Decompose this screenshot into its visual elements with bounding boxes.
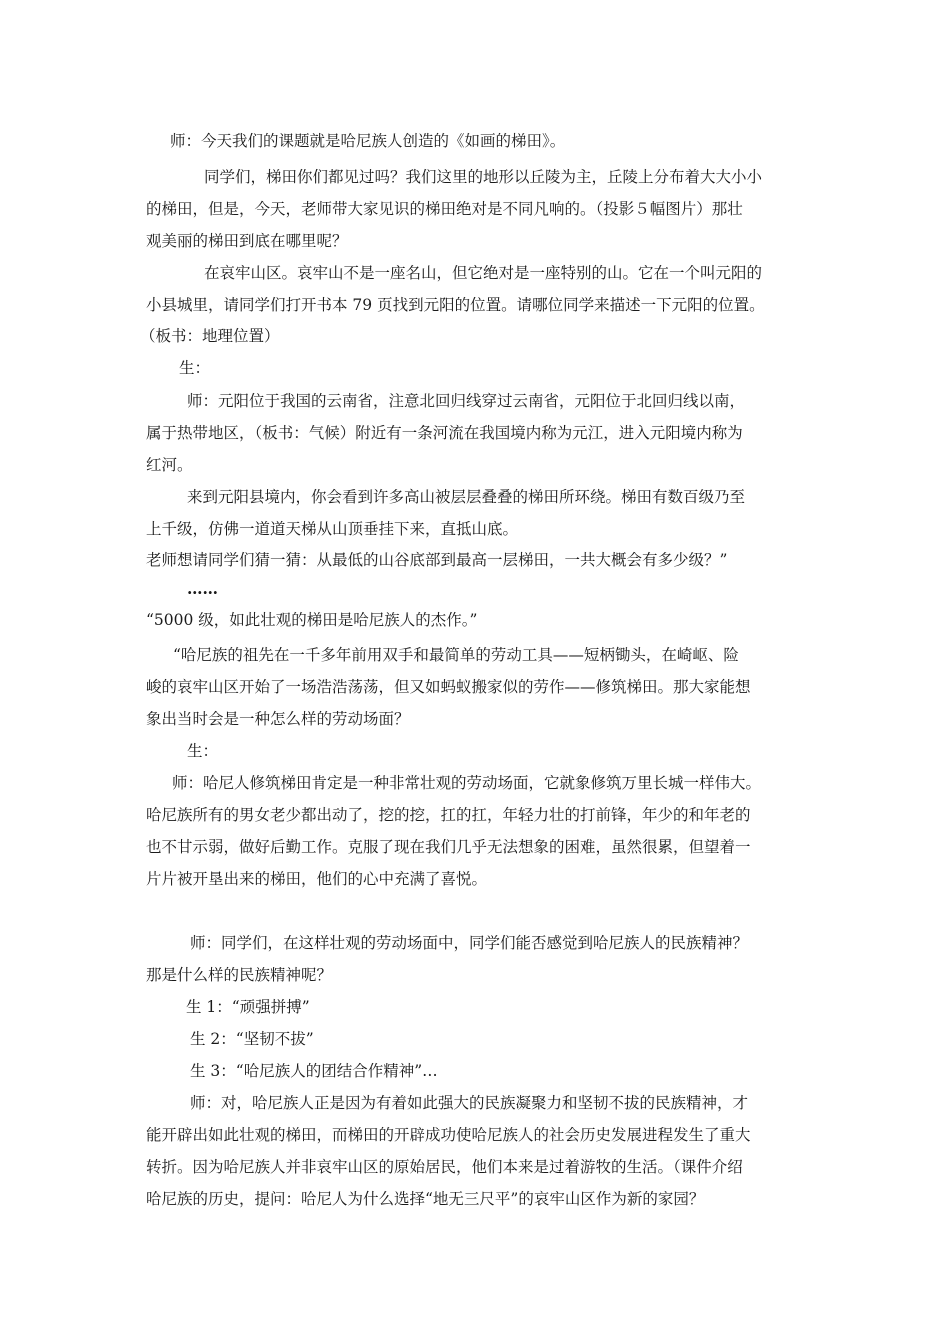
text-line: 哈尼族的历史，提问：哈尼人为什么选择“地无三尺平”的哀牢山区作为新的家园？: [146, 1190, 705, 1208]
text-line: 那是什么样的民族精神呢？: [146, 966, 333, 984]
text-line: 红河。: [146, 456, 193, 474]
text-line: 也不甘示弱，做好后勤工作。克服了现在我们几乎无法想象的困难，虽然很累，但望着一: [146, 838, 751, 856]
text-line: （板书：地理位置）: [140, 327, 280, 345]
text-line: “哈尼族的祖先在一千多年前用双手和最简单的劳动工具——短柄锄头，在崎岖、险: [173, 646, 739, 664]
ellipsis-line: ……: [187, 579, 218, 598]
text-line: 来到元阳县境内，你会看到许多高山被层层叠叠的梯田所环绕。梯田有数百级乃至: [187, 488, 746, 506]
text-line: 观美丽的梯田到底在哪里呢？: [146, 232, 348, 250]
text-line: “5000 级，如此壮观的梯田是哈尼族人的杰作。”: [146, 611, 478, 629]
text-line: 转折。因为哈尼族人并非哀牢山区的原始居民，他们本来是过着游牧的生活。（课件介绍: [146, 1158, 743, 1176]
text-line: 师：今天我们的课题就是哈尼族人创造的《如画的梯田》。: [170, 132, 566, 150]
text-line: 老师想请同学们猜一猜：从最低的山谷底部到最高一层梯田，一共大概会有多少级？”: [146, 551, 728, 569]
text-line: 师：元阳位于我国的云南省，注意北回归线穿过云南省，元阳位于北回归线以南，: [187, 392, 746, 410]
text-line: 师：同学们，在这样壮观的劳动场面中，同学们能否感觉到哈尼族人的民族精神？: [190, 934, 749, 952]
text-line: 属于热带地区，（板书：气候）附近有一条河流在我国境内称为元江，进入元阳境内称为: [146, 424, 743, 442]
text-line: 在哀牢山区。哀牢山不是一座名山，但它绝对是一座特别的山。它在一个叫元阳的: [204, 264, 763, 282]
text-line: 同学们，梯田你们都见过吗？我们这里的地形以丘陵为主，丘陵上分布着大大小小: [204, 168, 763, 186]
text-line: 象出当时会是一种怎么样的劳动场面？: [146, 710, 410, 728]
text-line: 生：: [179, 359, 211, 377]
text-line: 小县城里，请同学们打开书本 79 页找到元阳的位置。请哪位同学来描述一下元阳的位置。: [146, 296, 765, 314]
text-line: 生 3：“哈尼族人的团结合作精神”…: [190, 1062, 438, 1080]
text-line: 上千级，仿佛一道道天梯从山顶垂挂下来，直抵山底。: [146, 520, 519, 538]
text-line: 峻的哀牢山区开始了一场浩浩荡荡，但又如蚂蚁搬家似的劳作——修筑梯田。那大家能想: [146, 678, 751, 696]
text-line: 能开辟出如此壮观的梯田，而梯田的开辟成功使哈尼族人的社会历史发展进程发生了重大: [146, 1126, 751, 1144]
text-line: 生 2：“坚韧不拔”: [190, 1030, 314, 1048]
text-line: 生 1：“顽强拼搏”: [186, 998, 310, 1016]
text-line: 生：: [187, 742, 219, 760]
text-line: 的梯田，但是，今天，老师带大家见识的梯田绝对是不同凡响的。（投影５幅图片）那壮: [146, 200, 743, 218]
text-line: 师：对，哈尼族人正是因为有着如此强大的民族凝聚力和坚韧不拔的民族精神，才: [190, 1094, 749, 1112]
text-line: 哈尼族所有的男女老少都出动了，挖的挖，扛的扛，年轻力壮的打前锋，年少的和年老的: [146, 806, 751, 824]
text-line: 师：哈尼人修筑梯田肯定是一种非常壮观的劳动场面，它就象修筑万里长城一样伟大。: [172, 774, 762, 792]
text-line: 片片被开垦出来的梯田，他们的心中充满了喜悦。: [146, 870, 488, 888]
